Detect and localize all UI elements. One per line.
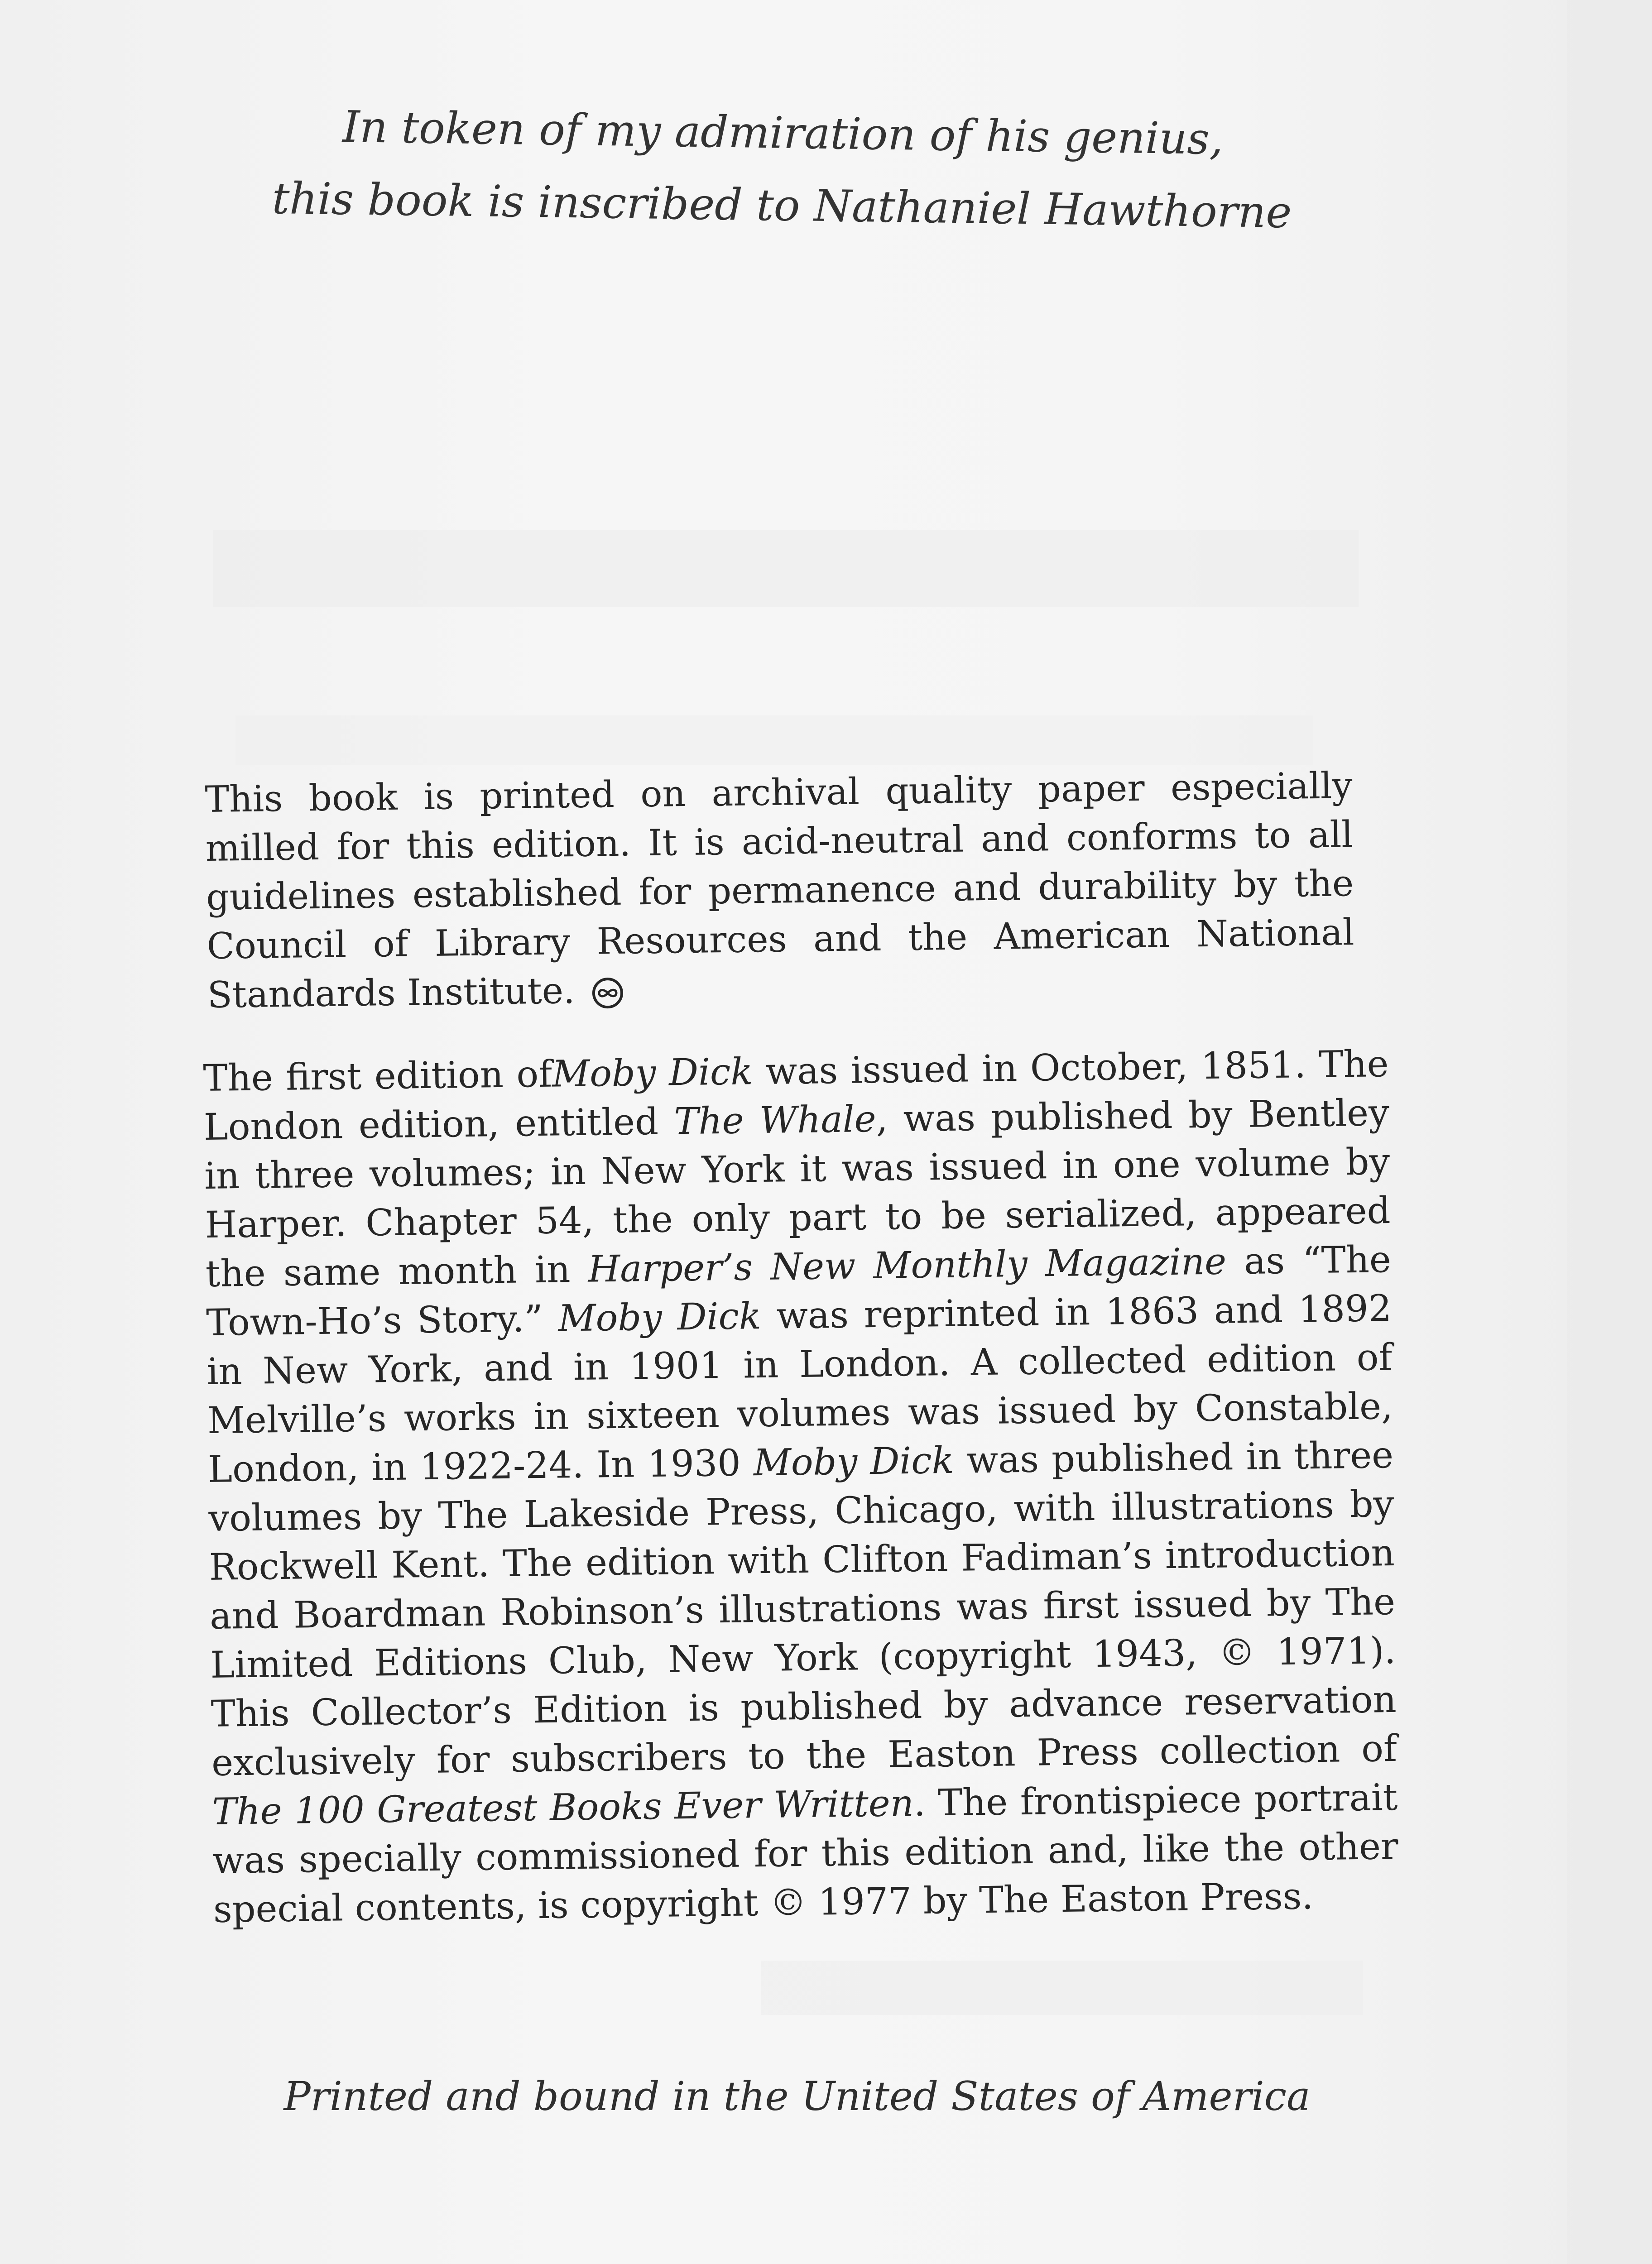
collection-title-100-greatest-books: The 100 Greatest Books Ever Written (211, 1782, 914, 1833)
show-through-band (761, 1961, 1363, 2015)
book-title-the-whale: The Whale (673, 1098, 877, 1143)
history-text: was reprinted in 1863 and 1892 in New York, and in 1901 in London. A collected edition of Melville’s works in sixteen volumes was issued by Constable, London, in 1922-24. In 1930 (206, 1287, 1393, 1491)
dedication-line-1: In token of my admiration of his genius, (342, 101, 1224, 165)
show-through-band (213, 530, 1359, 607)
history-text: . The frontispiece portrait was specially commissioned for this edition and, like the other special contents, is copyright © 1977 by The Easton Press. (212, 1776, 1399, 1931)
book-title-moby-dick: Moby Dick (753, 1439, 955, 1485)
history-text: The first edition of (203, 1053, 552, 1100)
infinity-in-circle-icon (591, 976, 624, 1010)
dedication-line-2: this book is inscribed to Nathaniel Hawthorne (272, 173, 1292, 238)
history-text: , was published by Bentley in three volumes; in New York it was issued in one volume by Harper. Chapter 54, the only part to be serialized, appeared the same month in (204, 1092, 1391, 1295)
history-text: was issued in October, 1851. The London edition, entitled (203, 1043, 1389, 1149)
publication-history-paragraph (203, 1040, 1399, 1934)
history-text: as “The Town-Ho’s Story.” (206, 1238, 1392, 1344)
dedication (179, 88, 1386, 250)
paper-notice-text: This book is printed on archival quality paper especially milled for this edition. It is acid-neutral and conforms to all guidelines established for permanence and durability by the Council of Library Resources and the American National Standards Institute. (205, 764, 1354, 1016)
show-through-band (235, 715, 1313, 765)
book-title-moby-dick: Moby Dick (552, 1050, 753, 1096)
colophon: Printed and bound in the United States of America (283, 2073, 1311, 2120)
right-page-edge-shadow (1567, 0, 1652, 2264)
paper-notice-paragraph (205, 761, 1355, 1020)
book-title-moby-dick: Moby Dick (557, 1295, 762, 1340)
history-text: was published in three volumes by The Lakeside Press, Chicago, with illustrations by Rockwell Kent. The edition with Clifton Fadiman’s introduction and Boardman Robinson’s illustrations was first issued by The Limited Editions Club, New York (copyright 1943, © 1971). This Collector’s Edition is published by advance reservation exclusively for subscribers to the Easton Press collection of (208, 1434, 1397, 1784)
magazine-title-harpers: Harper’s New Monthly Magazine (587, 1240, 1227, 1291)
